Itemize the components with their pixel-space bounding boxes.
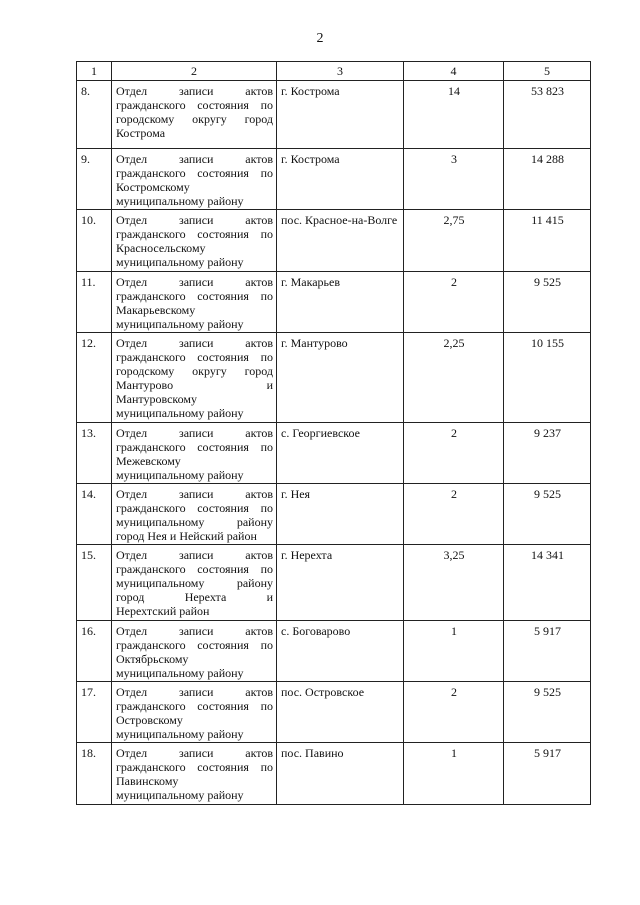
table-row	[77, 81, 591, 149]
table-row	[77, 621, 591, 682]
office-name-line: Мантуровскому	[116, 392, 198, 406]
office-name	[112, 423, 277, 484]
office-name-line: Отдел записи актов	[116, 213, 273, 227]
office-name-line: город Нерехта и	[116, 590, 273, 604]
office-name-line: гражданского состояния по	[116, 166, 273, 180]
table-row	[77, 743, 591, 805]
office-location: г. Кострома	[277, 81, 404, 149]
staff-count: 1	[404, 621, 504, 682]
row-number: 17.	[77, 682, 112, 743]
table-row	[77, 423, 591, 484]
registry-offices-table	[76, 61, 591, 805]
office-location: с. Боговарово	[277, 621, 404, 682]
office-name-line: городскому округу город	[116, 112, 273, 126]
row-number: 10.	[77, 210, 112, 272]
header-col-1: 1	[77, 62, 112, 81]
office-name-line: гражданского состояния по	[116, 501, 273, 515]
header-col-3: 3	[277, 62, 404, 81]
office-name-line: гражданского состояния по	[116, 562, 273, 576]
amount-value: 14 341	[504, 545, 591, 621]
office-name	[112, 333, 277, 423]
header-col-4: 4	[404, 62, 504, 81]
office-name	[112, 149, 277, 210]
staff-count: 1	[404, 743, 504, 805]
office-name-line: муниципальному району	[116, 468, 244, 482]
row-number: 14.	[77, 484, 112, 545]
office-name	[112, 81, 277, 149]
staff-count: 2,25	[404, 333, 504, 423]
office-location: пос. Павино	[277, 743, 404, 805]
office-name	[112, 210, 277, 272]
table-row	[77, 484, 591, 545]
amount-value: 10 155	[504, 333, 591, 423]
office-name-line: муниципальному району	[116, 255, 244, 269]
amount-value: 53 823	[504, 81, 591, 149]
row-number: 8.	[77, 81, 112, 149]
office-location: г. Кострома	[277, 149, 404, 210]
staff-count: 2	[404, 682, 504, 743]
row-number: 11.	[77, 272, 112, 333]
office-name-line: Кострома	[116, 126, 166, 140]
office-name	[112, 621, 277, 682]
office-name	[112, 743, 277, 805]
row-number: 18.	[77, 743, 112, 805]
office-name-line: городскому округу город	[116, 364, 273, 378]
office-location: г. Мантурово	[277, 333, 404, 423]
office-name-line: гражданского состояния по	[116, 440, 273, 454]
office-name-line: Октябрьскому	[116, 652, 189, 666]
row-number: 15.	[77, 545, 112, 621]
page-number: 2	[316, 31, 324, 46]
office-name-line: Отдел записи актов	[116, 685, 273, 699]
header-col-2: 2	[112, 62, 277, 81]
amount-value: 9 525	[504, 272, 591, 333]
office-name-line: Отдел записи актов	[116, 548, 273, 562]
office-name-line: Павинскому	[116, 774, 179, 788]
staff-count: 14	[404, 81, 504, 149]
amount-value: 9 237	[504, 423, 591, 484]
office-name-line: муниципальному району	[116, 788, 244, 802]
office-name-line: Отдел записи актов	[116, 746, 273, 760]
office-name-line: муниципальному району	[116, 515, 273, 529]
header-col-5: 5	[504, 62, 591, 81]
office-name-line: Островскому	[116, 713, 183, 727]
office-name-line: гражданского состояния по	[116, 289, 273, 303]
office-name-line: гражданского состояния по	[116, 98, 273, 112]
table-header-row	[77, 62, 591, 81]
office-name-line: муниципальному району	[116, 666, 244, 680]
office-name-line: муниципальному району	[116, 576, 273, 590]
staff-count: 2	[404, 423, 504, 484]
office-location: пос. Красное-на-Волге	[277, 210, 404, 272]
office-name-line: Отдел записи актов	[116, 84, 273, 98]
amount-value: 9 525	[504, 682, 591, 743]
table-row	[77, 545, 591, 621]
office-name-line: Отдел записи актов	[116, 487, 273, 501]
office-location: г. Нерехта	[277, 545, 404, 621]
office-name-line: Межевскому	[116, 454, 181, 468]
staff-count: 3,25	[404, 545, 504, 621]
office-name-line: Макарьевскому	[116, 303, 196, 317]
row-number: 13.	[77, 423, 112, 484]
office-name-line: муниципальному району	[116, 317, 244, 331]
amount-value: 14 288	[504, 149, 591, 210]
staff-count: 2	[404, 484, 504, 545]
table-row	[77, 333, 591, 423]
office-name-line: гражданского состояния по	[116, 350, 273, 364]
staff-count: 2	[404, 272, 504, 333]
staff-count: 3	[404, 149, 504, 210]
office-name	[112, 682, 277, 743]
row-number: 9.	[77, 149, 112, 210]
row-number: 16.	[77, 621, 112, 682]
office-name-line: муниципальному району	[116, 727, 244, 741]
office-location: пос. Островское	[277, 682, 404, 743]
office-location: г. Нея	[277, 484, 404, 545]
amount-value: 5 917	[504, 743, 591, 805]
office-name	[112, 484, 277, 545]
office-name-line: гражданского состояния по	[116, 638, 273, 652]
table-row	[77, 149, 591, 210]
office-name-line: Отдел записи актов	[116, 426, 273, 440]
staff-count: 2,75	[404, 210, 504, 272]
table-row	[77, 272, 591, 333]
amount-value: 11 415	[504, 210, 591, 272]
office-name-line: Отдел записи актов	[116, 275, 273, 289]
office-name-line: гражданского состояния по	[116, 227, 273, 241]
table-row	[77, 210, 591, 272]
office-location: г. Макарьев	[277, 272, 404, 333]
office-name-line: Костромскому	[116, 180, 190, 194]
office-location: с. Георгиевское	[277, 423, 404, 484]
office-name-line: Отдел записи актов	[116, 336, 273, 350]
office-name-line: муниципальному району	[116, 406, 244, 420]
office-name-line: Мантурово и	[116, 378, 273, 392]
office-name-line: Красносельскому	[116, 241, 206, 255]
office-name-line: Отдел записи актов	[116, 152, 273, 166]
office-name	[112, 545, 277, 621]
amount-value: 5 917	[504, 621, 591, 682]
office-name-line: Отдел записи актов	[116, 624, 273, 638]
office-name-line: Нерехтский район	[116, 604, 210, 618]
office-name-line: гражданского состояния по	[116, 699, 273, 713]
amount-value: 9 525	[504, 484, 591, 545]
row-number: 12.	[77, 333, 112, 423]
office-name-line: город Нея и Нейский район	[116, 529, 257, 543]
table-row	[77, 682, 591, 743]
office-name	[112, 272, 277, 333]
office-name-line: гражданского состояния по	[116, 760, 273, 774]
office-name-line: муниципальному району	[116, 194, 244, 208]
